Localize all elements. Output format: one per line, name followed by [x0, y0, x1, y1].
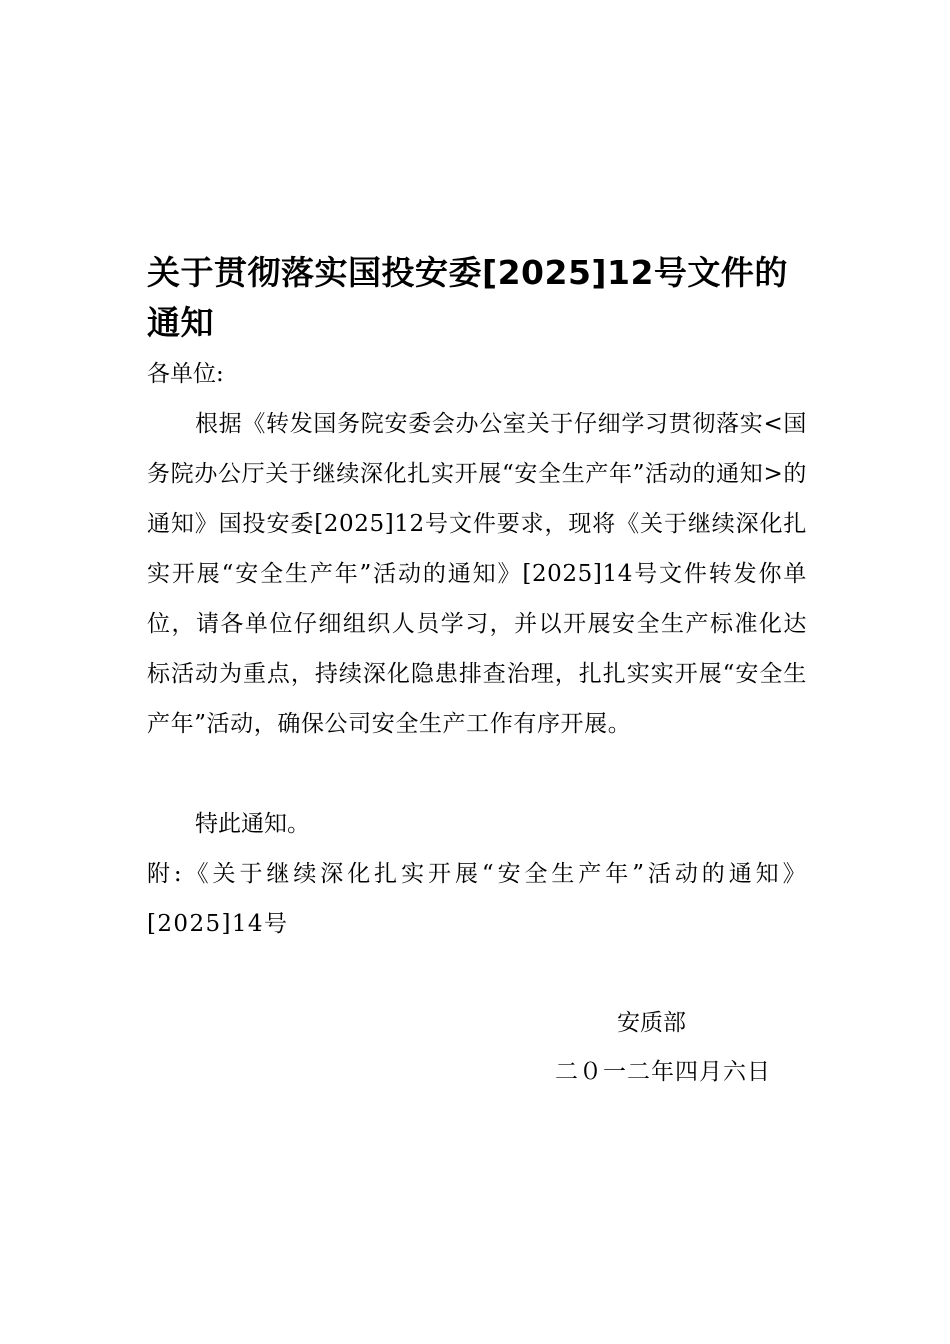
- closing-line: 特此通知。: [195, 811, 310, 837]
- issuing-department: 安质部: [617, 1010, 686, 1036]
- attachment-note: 附:《关于继续深化扎实开展“安全生产年”活动的通知》[2025]14号: [147, 861, 807, 937]
- body-paragraph: 根据《转发国务院安委会办公室关于仔细学习贯彻落实<国务院办公厅关于继续深化扎实开展“安全生产年”活动的通知>的通知》国投安委[2025]12号文件要求，现将《关于继续深化扎实开展“安全生产年”活动的通知》[2025]14号文件转发你单位，请各单位仔细组织人员学习，并以开展安全生产标准化达标活动为重点，持续深化隐患排查治理，扎扎实实开展“安全生产年”活动，确保公司安全生产工作有序开展。: [147, 411, 807, 737]
- issue-date: 二０一二年四月六日: [555, 1059, 771, 1085]
- salutation: 各单位:: [147, 361, 224, 387]
- document-title: 关于贯彻落实国投安委[2025]12号文件的通知: [147, 253, 788, 342]
